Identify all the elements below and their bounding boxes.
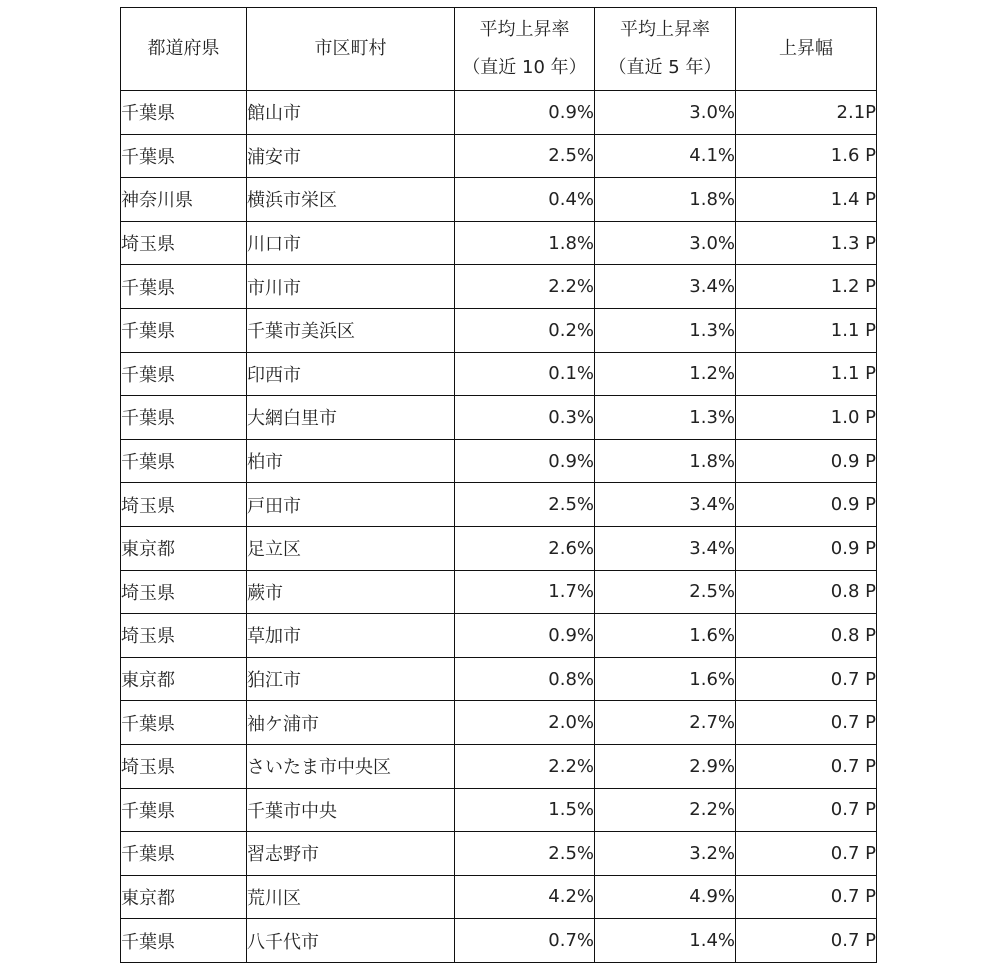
- cell-municipality: 荒川区: [247, 875, 455, 919]
- cell-avg-10-years: 1.5%: [455, 788, 595, 832]
- cell-avg-10-years: 2.5%: [455, 483, 595, 527]
- header-avg-10-line1: 平均上昇率: [479, 19, 570, 40]
- cell-increase: 1.6 P: [736, 134, 877, 178]
- cell-avg-5-years: 3.4%: [595, 526, 736, 570]
- cell-municipality: 狛江市: [247, 657, 455, 701]
- header-avg-10-years: [455, 8, 595, 91]
- price-increase-table: [120, 7, 877, 963]
- cell-avg-10-years: 2.5%: [455, 134, 595, 178]
- cell-avg-10-years: 1.7%: [455, 570, 595, 614]
- cell-prefecture: 千葉県: [121, 134, 247, 178]
- table-row: [121, 701, 877, 745]
- cell-avg-5-years: 3.4%: [595, 483, 736, 527]
- table-row: [121, 614, 877, 658]
- header-increase: 上昇幅: [736, 8, 877, 91]
- cell-increase: 0.7 P: [736, 832, 877, 876]
- cell-increase: 0.7 P: [736, 744, 877, 788]
- cell-avg-5-years: 2.9%: [595, 744, 736, 788]
- cell-municipality: 八千代市: [247, 919, 455, 963]
- table-header: [121, 8, 877, 91]
- cell-avg-10-years: 4.2%: [455, 875, 595, 919]
- cell-avg-5-years: 1.8%: [595, 439, 736, 483]
- cell-avg-5-years: 3.2%: [595, 832, 736, 876]
- header-avg-5-line2: （直近 5 年）: [608, 57, 722, 78]
- cell-increase: 1.2 P: [736, 265, 877, 309]
- cell-avg-5-years: 1.3%: [595, 396, 736, 440]
- cell-municipality: 足立区: [247, 526, 455, 570]
- header-prefecture: 都道府県: [121, 8, 247, 91]
- table-row: [121, 526, 877, 570]
- cell-municipality: 習志野市: [247, 832, 455, 876]
- table-row: [121, 875, 877, 919]
- cell-avg-10-years: 2.2%: [455, 744, 595, 788]
- header-avg-5-years: [595, 8, 736, 91]
- cell-municipality: さいたま市中央区: [247, 744, 455, 788]
- cell-municipality: 浦安市: [247, 134, 455, 178]
- cell-prefecture: 東京都: [121, 526, 247, 570]
- cell-increase: 1.1 P: [736, 308, 877, 352]
- table-row: [121, 134, 877, 178]
- cell-avg-5-years: 3.0%: [595, 221, 736, 265]
- cell-avg-5-years: 4.1%: [595, 134, 736, 178]
- header-row: [121, 8, 877, 91]
- cell-municipality: 袖ケ浦市: [247, 701, 455, 745]
- table-row: [121, 657, 877, 701]
- table-row: [121, 221, 877, 265]
- table-row: [121, 788, 877, 832]
- cell-avg-10-years: 0.9%: [455, 439, 595, 483]
- cell-prefecture: 東京都: [121, 875, 247, 919]
- cell-avg-10-years: 2.5%: [455, 832, 595, 876]
- cell-increase: 0.9 P: [736, 526, 877, 570]
- table-row: [121, 439, 877, 483]
- cell-municipality: 蕨市: [247, 570, 455, 614]
- cell-increase: 1.1 P: [736, 352, 877, 396]
- cell-prefecture: 千葉県: [121, 396, 247, 440]
- cell-avg-5-years: 2.5%: [595, 570, 736, 614]
- cell-municipality: 柏市: [247, 439, 455, 483]
- cell-increase: 0.9 P: [736, 483, 877, 527]
- cell-municipality: 戸田市: [247, 483, 455, 527]
- cell-avg-5-years: 2.2%: [595, 788, 736, 832]
- cell-avg-10-years: 0.9%: [455, 91, 595, 135]
- cell-prefecture: 千葉県: [121, 701, 247, 745]
- table-body: [121, 91, 877, 963]
- cell-avg-10-years: 0.9%: [455, 614, 595, 658]
- cell-prefecture: 千葉県: [121, 788, 247, 832]
- cell-prefecture: 千葉県: [121, 91, 247, 135]
- cell-avg-10-years: 2.2%: [455, 265, 595, 309]
- cell-increase: 2.1P: [736, 91, 877, 135]
- cell-increase: 0.7 P: [736, 875, 877, 919]
- cell-municipality: 横浜市栄区: [247, 178, 455, 222]
- table-row: [121, 483, 877, 527]
- table-row: [121, 396, 877, 440]
- cell-avg-10-years: 0.3%: [455, 396, 595, 440]
- cell-prefecture: 千葉県: [121, 919, 247, 963]
- cell-avg-10-years: 1.8%: [455, 221, 595, 265]
- cell-avg-5-years: 1.3%: [595, 308, 736, 352]
- cell-prefecture: 千葉県: [121, 439, 247, 483]
- cell-avg-5-years: 3.4%: [595, 265, 736, 309]
- table-row: [121, 178, 877, 222]
- table-row: [121, 919, 877, 963]
- cell-municipality: 大網白里市: [247, 396, 455, 440]
- cell-prefecture: 千葉県: [121, 308, 247, 352]
- header-municipality: 市区町村: [247, 8, 455, 91]
- cell-avg-10-years: 0.1%: [455, 352, 595, 396]
- cell-prefecture: 千葉県: [121, 352, 247, 396]
- cell-avg-10-years: 0.2%: [455, 308, 595, 352]
- header-avg-5-line1: 平均上昇率: [620, 19, 710, 40]
- cell-prefecture: 埼玉県: [121, 614, 247, 658]
- cell-increase: 0.7 P: [736, 919, 877, 963]
- cell-increase: 0.7 P: [736, 657, 877, 701]
- cell-avg-10-years: 2.6%: [455, 526, 595, 570]
- cell-increase: 1.4 P: [736, 178, 877, 222]
- table-row: [121, 744, 877, 788]
- cell-increase: 1.0 P: [736, 396, 877, 440]
- cell-municipality: 千葉市中央: [247, 788, 455, 832]
- cell-municipality: 川口市: [247, 221, 455, 265]
- cell-increase: 1.3 P: [736, 221, 877, 265]
- cell-prefecture: 埼玉県: [121, 221, 247, 265]
- cell-prefecture: 東京都: [121, 657, 247, 701]
- cell-prefecture: 神奈川県: [121, 178, 247, 222]
- cell-increase: 0.7 P: [736, 788, 877, 832]
- cell-avg-5-years: 2.7%: [595, 701, 736, 745]
- table-row: [121, 570, 877, 614]
- table-row: [121, 352, 877, 396]
- cell-avg-5-years: 3.0%: [595, 91, 736, 135]
- cell-avg-5-years: 1.2%: [595, 352, 736, 396]
- table-row: [121, 265, 877, 309]
- cell-municipality: 館山市: [247, 91, 455, 135]
- cell-increase: 0.9 P: [736, 439, 877, 483]
- cell-prefecture: 千葉県: [121, 265, 247, 309]
- cell-avg-10-years: 0.4%: [455, 178, 595, 222]
- table-row: [121, 91, 877, 135]
- cell-avg-5-years: 1.4%: [595, 919, 736, 963]
- cell-prefecture: 埼玉県: [121, 483, 247, 527]
- header-avg-10-line2: （直近 10 年）: [462, 57, 587, 78]
- cell-avg-5-years: 4.9%: [595, 875, 736, 919]
- cell-prefecture: 埼玉県: [121, 570, 247, 614]
- cell-avg-10-years: 0.8%: [455, 657, 595, 701]
- cell-municipality: 印西市: [247, 352, 455, 396]
- cell-increase: 0.7 P: [736, 701, 877, 745]
- cell-avg-5-years: 1.6%: [595, 657, 736, 701]
- cell-increase: 0.8 P: [736, 570, 877, 614]
- cell-municipality: 草加市: [247, 614, 455, 658]
- cell-municipality: 千葉市美浜区: [247, 308, 455, 352]
- cell-prefecture: 千葉県: [121, 832, 247, 876]
- table-row: [121, 832, 877, 876]
- cell-prefecture: 埼玉県: [121, 744, 247, 788]
- cell-increase: 0.8 P: [736, 614, 877, 658]
- cell-municipality: 市川市: [247, 265, 455, 309]
- cell-avg-10-years: 2.0%: [455, 701, 595, 745]
- cell-avg-5-years: 1.6%: [595, 614, 736, 658]
- cell-avg-10-years: 0.7%: [455, 919, 595, 963]
- table-row: [121, 308, 877, 352]
- cell-avg-5-years: 1.8%: [595, 178, 736, 222]
